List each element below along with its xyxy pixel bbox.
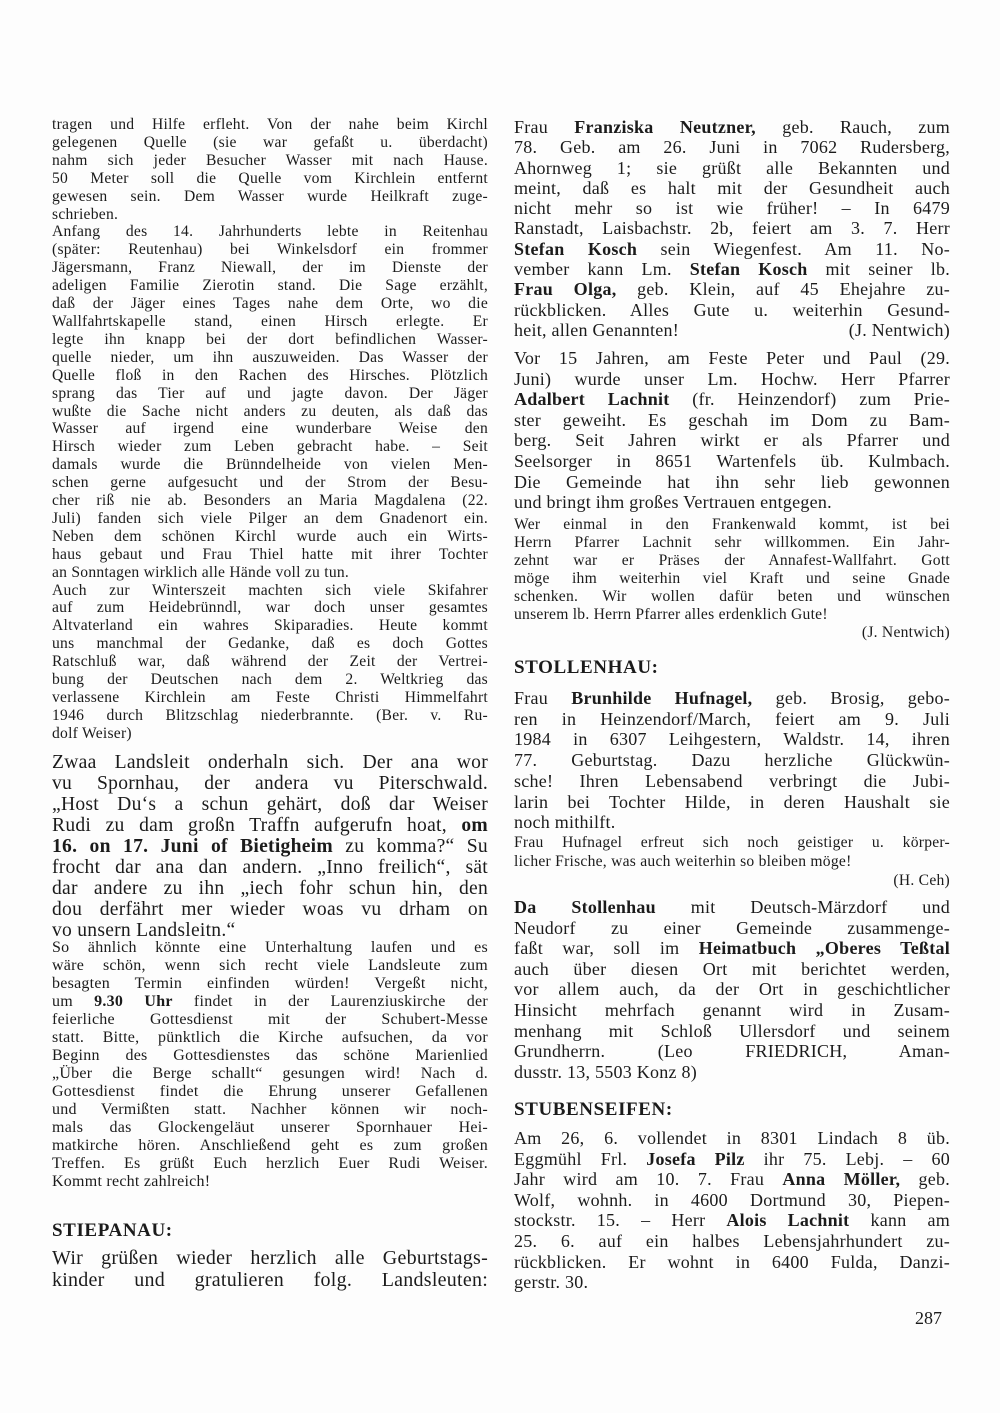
heading-stollenhau: STOLLENHAU: bbox=[514, 657, 659, 678]
text-line bbox=[52, 599, 488, 617]
bold-name: Stefan Kosch bbox=[514, 238, 638, 259]
text-line bbox=[514, 852, 950, 871]
text-line bbox=[52, 725, 488, 743]
text-line bbox=[514, 1252, 950, 1273]
text-line bbox=[52, 920, 488, 941]
text-run: haus gebaut und Frau Thiel hatte mit ihrer Tochter bbox=[52, 545, 488, 563]
paragraph bbox=[52, 752, 488, 941]
text-run: vor allem auch, da der Ort in geschichtlicher bbox=[514, 979, 950, 1000]
text-line bbox=[52, 1155, 488, 1173]
text-line bbox=[52, 857, 488, 878]
text-run: geb. Klein, auf 45 Ehejahre zu- bbox=[616, 279, 951, 300]
text-line bbox=[514, 320, 950, 340]
text-line bbox=[514, 279, 950, 299]
text-line bbox=[52, 671, 488, 689]
text-run: rückblicken. Alles Gute u. weiterhin Gesund- bbox=[514, 299, 950, 320]
text-line bbox=[514, 979, 950, 1000]
text-run: möge ihm weiterhin viel Kraft und seine Gnade bbox=[514, 570, 950, 587]
text-line bbox=[52, 689, 488, 707]
text-line bbox=[52, 510, 488, 528]
text-run: Wer einmal in den Frankenwald kommt, ist bei bbox=[514, 516, 950, 533]
text-run: schen gerne aufgesucht und der Strom der Besu- bbox=[52, 474, 488, 492]
text-run: ren in Heinzendorf/March, feiert am 9. Juli bbox=[514, 708, 950, 729]
text-line bbox=[514, 606, 950, 624]
text-line bbox=[514, 792, 950, 813]
text-run: dar andere zu ihn „iech fohr schun hin, den bbox=[52, 878, 488, 899]
text-line bbox=[52, 223, 488, 241]
text-line bbox=[52, 878, 488, 899]
text-run: faßt war, soll im bbox=[514, 938, 699, 959]
text-run: berg. Seit Jahren wirkt er als Pfarrer und bbox=[514, 430, 950, 451]
text-run: (fr. Heinzendorf) zum Prie- bbox=[669, 389, 951, 410]
text-run: heit, allen Genannten! bbox=[514, 319, 679, 340]
text-line bbox=[514, 570, 950, 588]
heading-stubenseifen: STUBENSEIFEN: bbox=[514, 1099, 673, 1120]
hufnagel-birthday bbox=[514, 688, 950, 833]
text-run: vember kann Lm. bbox=[514, 259, 690, 280]
text-run: gerstr. 30. bbox=[514, 1272, 589, 1293]
paragraph bbox=[514, 833, 950, 890]
text-line bbox=[514, 897, 950, 918]
text-run: Juli) fanden sich viele Pilger an dem Gnadenort ein. bbox=[52, 509, 488, 527]
text-run: Hirsch wieder zum Leben gebracht habe. – Seit bbox=[52, 438, 488, 456]
text-line bbox=[514, 1272, 950, 1293]
text-line bbox=[514, 300, 950, 320]
text-run: Neben dem schönen Kirchl wurde auch ein Wirts- bbox=[52, 527, 488, 545]
text-line bbox=[52, 993, 488, 1011]
text-line bbox=[514, 588, 950, 606]
bold-name: Frau Olga, bbox=[514, 279, 617, 300]
text-run: Vor 15 Jahren, am Feste Peter und Paul (29. bbox=[514, 348, 950, 368]
text-run: quelle nieder, um ihn auszuweiden. Das Wasser der bbox=[52, 348, 488, 366]
text-run: dusstr. 13, 5503 Konz 8) bbox=[514, 1061, 697, 1082]
bold-name: Josefa Pilz bbox=[646, 1148, 745, 1169]
text-run: Die Gemeinde hat ihn sehr lieb gewonnen bbox=[514, 471, 950, 492]
text-line bbox=[514, 259, 950, 279]
text-run: Wir grüßen wieder herzlich alle Geburtstags- bbox=[52, 1247, 488, 1269]
text-run: dolf Weiser) bbox=[52, 724, 132, 742]
text-run: Wolf, wohnh. in 4600 Dortmund 30, Piepen- bbox=[514, 1189, 950, 1210]
text-run: und bringt ihm großes Vertrauen entgegen. bbox=[514, 492, 832, 513]
text-run: larin bei Tochter Hilde, in deren Haushalt sie bbox=[514, 791, 950, 812]
text-run: Frau bbox=[514, 688, 572, 708]
text-run: wußte die Sache nicht anders zu deuten, als daß das bbox=[52, 402, 488, 420]
text-line bbox=[514, 137, 950, 157]
paragraph bbox=[514, 516, 950, 642]
text-line bbox=[52, 635, 488, 653]
text-line bbox=[52, 1083, 488, 1101]
text-line bbox=[52, 241, 488, 259]
text-line bbox=[514, 1190, 950, 1211]
text-run: menhang mit Schloß Ullersdorf und seinem bbox=[514, 1020, 950, 1041]
text-run: Frau Hufnagel erfreut sich noch geistiger u. körper- bbox=[514, 834, 950, 851]
text-line bbox=[52, 939, 488, 957]
text-line bbox=[52, 277, 488, 295]
text-run: damals wurde die Brünndelheide von vielen Men- bbox=[52, 456, 488, 474]
text-run: Ratschluß war, daß während der Zeit der Vertrei- bbox=[52, 653, 488, 671]
text-line bbox=[514, 451, 950, 472]
meeting-announcement bbox=[52, 939, 488, 1191]
text-run: Eggmühl Frl. bbox=[514, 1148, 647, 1169]
text-line bbox=[52, 1119, 488, 1137]
text-line bbox=[514, 1169, 950, 1190]
text-line bbox=[52, 836, 488, 857]
text-line bbox=[52, 617, 488, 635]
text-run: schenken. Wir wollen dafür beten und wünschen bbox=[514, 588, 950, 605]
text-run: Quelle floß in den Rachen des Hirsches. Plötzlich bbox=[52, 366, 488, 384]
text-line bbox=[514, 117, 950, 137]
paragraph bbox=[514, 1128, 950, 1293]
text-line bbox=[514, 369, 950, 390]
text-line bbox=[52, 752, 488, 773]
hufnagel-note bbox=[514, 833, 950, 890]
article-heidebrunndl bbox=[52, 116, 488, 743]
text-run: unserem lb. Herrn Pfarrer alles erdenklich Gute! bbox=[514, 606, 828, 623]
text-line bbox=[52, 420, 488, 438]
text-run: 78. Geb. am 26. Juni in 7062 Rudersberg, bbox=[514, 137, 950, 158]
text-line bbox=[52, 206, 488, 224]
text-line bbox=[514, 492, 950, 513]
paragraph bbox=[52, 1247, 488, 1291]
text-line bbox=[514, 239, 950, 259]
text-line bbox=[52, 295, 488, 313]
text-run: licher Frische, was auch weiterhin so bleiben möge! bbox=[514, 853, 852, 870]
text-run: Hinsicht mehrfach genannt wird in Zusam- bbox=[514, 999, 950, 1020]
stiepanau-intro bbox=[52, 1247, 488, 1291]
text-line bbox=[514, 1128, 950, 1149]
text-line bbox=[514, 430, 950, 451]
text-line bbox=[52, 1247, 488, 1269]
text-run: Wallfahrtskapelle stand, einen Hirsch erlegte. Er bbox=[52, 312, 488, 330]
text-line bbox=[514, 688, 950, 709]
text-run: zu komma?“ Su bbox=[332, 836, 488, 857]
text-line bbox=[514, 389, 950, 410]
text-line bbox=[52, 170, 488, 188]
text-line bbox=[52, 546, 488, 564]
text-line bbox=[514, 1062, 950, 1083]
text-line bbox=[52, 1173, 488, 1191]
paragraph bbox=[52, 582, 488, 743]
text-run: schrieben. bbox=[52, 205, 119, 223]
text-run: verlassene Kirchlein am Feste Christi Himmelfahrt bbox=[52, 689, 488, 706]
text-run: sprang das Tier auf und jagte davon. Der Jäger bbox=[52, 384, 488, 402]
paragraph bbox=[52, 223, 488, 581]
text-line bbox=[52, 152, 488, 170]
text-run: findet in der Laurenziuskirche der bbox=[172, 993, 488, 1010]
text-run: matkirche hören. Anschließend geht es zum großen bbox=[52, 1137, 488, 1154]
text-line bbox=[52, 188, 488, 206]
paragraph bbox=[52, 116, 488, 223]
text-run: 25. 6. auf ein halbes Lebensjahrhundert zu- bbox=[514, 1230, 950, 1251]
text-run: Rudi zu dam großn Traffn aufgerufn hoat, bbox=[52, 815, 462, 836]
text-line bbox=[514, 218, 950, 238]
bold-name: om bbox=[461, 815, 488, 836]
text-line bbox=[52, 564, 488, 582]
paragraph bbox=[514, 348, 950, 513]
text-run: auf zum Heidebrünndl, war doch unser gesamtes bbox=[52, 599, 488, 617]
text-run: noch mithilft. bbox=[514, 812, 616, 833]
bold-name: 9.30 Uhr bbox=[94, 993, 173, 1010]
text-run: uns manchmal der Gedanke, daß es doch Gottes bbox=[52, 635, 488, 653]
text-run: stockstr. 15. – Herr bbox=[514, 1210, 727, 1231]
text-line bbox=[514, 534, 950, 552]
text-run: Anfang des 14. Jahrhunderts lebte in Reitenhau bbox=[52, 223, 488, 241]
text-line bbox=[514, 516, 950, 534]
text-run: Jahr wird am 10. 7. Frau bbox=[514, 1169, 783, 1190]
text-line bbox=[52, 367, 488, 385]
text-run: statt. Bitte, pünktlich die Kirche aufsuchen, da vor bbox=[52, 1029, 488, 1046]
text-line bbox=[514, 938, 950, 959]
text-line bbox=[52, 1269, 488, 1291]
text-run: kinder und gratulieren folg. Landsleuten: bbox=[52, 1269, 488, 1291]
text-run: Kommt recht zahlreich! bbox=[52, 1173, 211, 1190]
bold-name: Stefan Kosch bbox=[689, 259, 808, 280]
text-run: tragen und Hilfe erfleht. Von der nahe beim Kirchl bbox=[52, 116, 488, 133]
text-line bbox=[52, 1065, 488, 1083]
text-run: mit Deutsch-Märzdorf und bbox=[655, 897, 950, 917]
text-run: Ranstadt, Laisbachstr. 2b, feiert am 3. 7. Herr bbox=[514, 218, 950, 239]
text-run: wäre schön, wenn sich recht viele Landsleute zum bbox=[52, 957, 488, 974]
text-run: Seelsorger in 8651 Wartenfels üb. Kulmbach. bbox=[514, 450, 950, 471]
text-line bbox=[52, 116, 488, 134]
text-run: Jägersmann, Franz Niewall, der im Dienste der bbox=[52, 259, 488, 277]
text-run: an Sonntagen wirklich alle Hände voll zu tun. bbox=[52, 563, 350, 581]
text-line bbox=[52, 134, 488, 152]
paragraph bbox=[514, 897, 950, 1082]
text-run: adeligen Familie Zierotin stand. Die Sage erzählt, bbox=[52, 277, 488, 295]
text-run: Altvaterland ein wahres Skiparadies. Heute kommt bbox=[52, 617, 488, 635]
text-line bbox=[514, 959, 950, 980]
text-line bbox=[514, 709, 950, 730]
text-line bbox=[52, 794, 488, 815]
text-line bbox=[52, 438, 488, 456]
text-line bbox=[514, 472, 950, 493]
text-run: bung der Deutschen nach dem 2. Weltkrieg das bbox=[52, 671, 488, 689]
text-run: daß der Jäger eines Tages nahe dem Orte, wo die bbox=[52, 295, 488, 313]
text-line bbox=[52, 582, 488, 600]
bold-name: Brunhilde Hufnagel, bbox=[571, 688, 753, 708]
text-line bbox=[514, 348, 950, 369]
text-run: 1946 durch Blitzschlag niederbrannte. (Ber. v. Ru- bbox=[52, 706, 488, 724]
text-line bbox=[52, 1047, 488, 1065]
text-line bbox=[514, 750, 950, 771]
text-run: auch über diesen Ort mit berichtet werden, bbox=[514, 958, 950, 979]
text-line bbox=[514, 1000, 950, 1021]
text-run: Grundherrn. (Leo FRIEDRICH, Aman- bbox=[514, 1041, 950, 1062]
text-run: gewesen sein. Dem Wasser wurde Heilkraft zuge- bbox=[52, 187, 488, 205]
text-run: Zwaa Landsleit onderhaln sich. Der ana wor bbox=[52, 752, 488, 773]
paragraph bbox=[514, 117, 950, 340]
text-run: um bbox=[52, 993, 95, 1010]
text-line bbox=[52, 259, 488, 277]
text-run: Beginn des Gottesdienstes das schöne Marienlied bbox=[52, 1047, 488, 1064]
text-run: ster geweiht. Es geschah im Dom zu Bam- bbox=[514, 409, 950, 430]
text-run: mit seiner lb. bbox=[807, 259, 950, 280]
text-line bbox=[52, 403, 488, 421]
text-run: 1984 in 6307 Leihgestern, Waldstr. 14, ihren bbox=[514, 729, 950, 750]
text-line bbox=[514, 410, 950, 431]
text-run: So ähnlich könnte eine Unterhaltung laufen und es bbox=[52, 939, 488, 956]
text-run: Gottesdienst findet die Ehrung unserer Gefallenen bbox=[52, 1083, 488, 1100]
text-run: Herrn Pfarrer Lachnit sehr willkommen. Ein Jahr- bbox=[514, 534, 950, 551]
text-run: sche! Ihren Lebensabend verbringt die Jubi- bbox=[514, 770, 950, 791]
text-line bbox=[52, 456, 488, 474]
priest-anniversary bbox=[514, 348, 950, 513]
text-line bbox=[514, 771, 950, 792]
text-line bbox=[52, 815, 488, 836]
text-line bbox=[52, 653, 488, 671]
author-attribution: (J. Nentwich) bbox=[848, 319, 950, 340]
dialect-dialogue bbox=[52, 752, 488, 941]
bold-name: Heimatbuch „Oberes Teßtal bbox=[698, 938, 950, 959]
text-line bbox=[52, 313, 488, 331]
text-run: ihr 75. Lebj. – 60 bbox=[744, 1148, 950, 1169]
stubenseifen-notices bbox=[514, 1128, 950, 1293]
paragraph bbox=[514, 688, 950, 833]
bold-name: Da Stollenhau bbox=[514, 897, 656, 917]
text-line bbox=[52, 773, 488, 794]
text-run: dou derfährt mer wieder woas vu drham on bbox=[52, 899, 488, 920]
text-run: Neudorf zu einer Gemeinde zusammenge- bbox=[514, 917, 950, 938]
text-run: vo unsern Landsleitn.“ bbox=[52, 920, 236, 941]
text-line bbox=[52, 331, 488, 349]
text-line bbox=[52, 899, 488, 920]
text-line bbox=[52, 528, 488, 546]
text-run: geb. Brosig, gebo- bbox=[752, 688, 950, 708]
text-line bbox=[514, 178, 950, 198]
text-line bbox=[514, 158, 950, 178]
text-run: nahm sich jeder Besucher Wasser mit nach Hause. bbox=[52, 151, 488, 169]
priest-wishes bbox=[514, 516, 950, 642]
bold-name: 16. on 17. Juni of Bietigheim bbox=[52, 836, 333, 857]
text-run: feierliche Gottesdienst mit der Schubert-Messe bbox=[52, 1011, 488, 1028]
text-run: 50 Meter soll die Quelle vom Kirchlein entfernt bbox=[52, 169, 488, 187]
paragraph bbox=[52, 939, 488, 1191]
text-line bbox=[514, 552, 950, 570]
text-run: Ahornweg 1; sie grüßt alle Bekannten und bbox=[514, 157, 950, 178]
text-run: meint, daß es halt mit der Gesundheit auch bbox=[514, 177, 950, 198]
text-line bbox=[52, 1137, 488, 1155]
page-number: 287 bbox=[915, 1308, 942, 1328]
text-run: Auch zur Winterszeit machten sich viele Skifahrer bbox=[52, 581, 488, 599]
text-line bbox=[52, 1011, 488, 1029]
author-attribution: (H. Ceh) bbox=[893, 872, 950, 889]
text-run: Wasser auf irgend eine wunderbare Weise den bbox=[52, 420, 488, 438]
text-run: besagten Termin einfinden würden! Vergeßt nicht, bbox=[52, 975, 488, 992]
text-run: und Vermißten statt. Nachher können wir noch- bbox=[52, 1101, 488, 1118]
text-line bbox=[52, 957, 488, 975]
text-run: cher riß nie ab. Besonders an Maria Magdalena (22. bbox=[52, 492, 488, 510]
text-line bbox=[52, 707, 488, 725]
text-run: Am 26, 6. vollendet in 8301 Lindach 8 üb. bbox=[514, 1128, 950, 1148]
text-run: „Über die Berge schallt“ gesungen wird! Nach d. bbox=[52, 1065, 488, 1082]
text-line bbox=[514, 833, 950, 852]
text-run: mals das Glockengeläut unserer Spornhauer Hei- bbox=[52, 1119, 488, 1136]
text-run: „Host Du‘s a schun gehärt, doß dar Weiser bbox=[52, 794, 488, 815]
birthday-notices bbox=[514, 117, 950, 340]
bold-name: Anna Möller, bbox=[782, 1169, 901, 1190]
text-run: sein Wiegenfest. Am 11. No- bbox=[637, 238, 950, 259]
text-line bbox=[52, 975, 488, 993]
text-run: geb. Rauch, zum bbox=[755, 117, 951, 137]
text-run: geb. bbox=[900, 1169, 950, 1190]
text-run: gelegenen Quelle (sie war gefaßt u. überdacht) bbox=[52, 133, 488, 151]
text-line bbox=[52, 349, 488, 367]
text-line bbox=[514, 1041, 950, 1062]
text-run: rückblicken. Er wohnt in 6400 Fulda, Danzi- bbox=[514, 1251, 950, 1272]
text-line bbox=[52, 474, 488, 492]
text-line bbox=[52, 1101, 488, 1119]
text-line bbox=[514, 1021, 950, 1042]
bold-name: Adalbert Lachnit bbox=[514, 389, 670, 410]
author-attribution: (J. Nentwich) bbox=[861, 624, 950, 641]
text-line bbox=[514, 918, 950, 939]
text-run: Frau bbox=[514, 117, 575, 137]
text-line bbox=[52, 1029, 488, 1047]
text-run: legte ihn knapp bei der dort befindlichen Wasser- bbox=[52, 330, 488, 348]
text-run: nicht mehr so ist wie früher! – In 6479 bbox=[514, 198, 950, 219]
text-line bbox=[514, 198, 950, 218]
text-line bbox=[52, 492, 488, 510]
text-line bbox=[514, 1210, 950, 1231]
heading-stiepanau: STIEPANAU: bbox=[52, 1220, 173, 1241]
text-line bbox=[514, 729, 950, 750]
text-run: Treffen. Es grüßt Euch herzlich Euer Rudi Weiser. bbox=[52, 1155, 488, 1172]
text-run: kann am bbox=[849, 1210, 950, 1231]
text-run: vu Spornhau, der andera vu Piterschwald. bbox=[52, 773, 488, 794]
text-run: frocht dar ana dan andern. „Inno freilich“, sät bbox=[52, 857, 488, 878]
text-run: Juni) wurde unser Lm. Hochw. Herr Pfarrer bbox=[514, 368, 950, 389]
bold-name: Alois Lachnit bbox=[726, 1210, 850, 1231]
heimatbuch-notice bbox=[514, 897, 950, 1082]
text-run: 77. Geburtstag. Dazu herzliche Glückwün- bbox=[514, 750, 950, 771]
text-line bbox=[514, 1149, 950, 1170]
text-run: zehnt war er Präses der Annafest-Wallfahrt. Gott bbox=[514, 552, 950, 569]
text-run: (später: Reutenhau) bei Winkelsdorf ein frommer bbox=[52, 241, 488, 259]
bold-name: Franziska Neutzner, bbox=[574, 117, 756, 137]
text-line bbox=[514, 812, 950, 833]
text-line bbox=[52, 385, 488, 403]
text-line bbox=[514, 1231, 950, 1252]
